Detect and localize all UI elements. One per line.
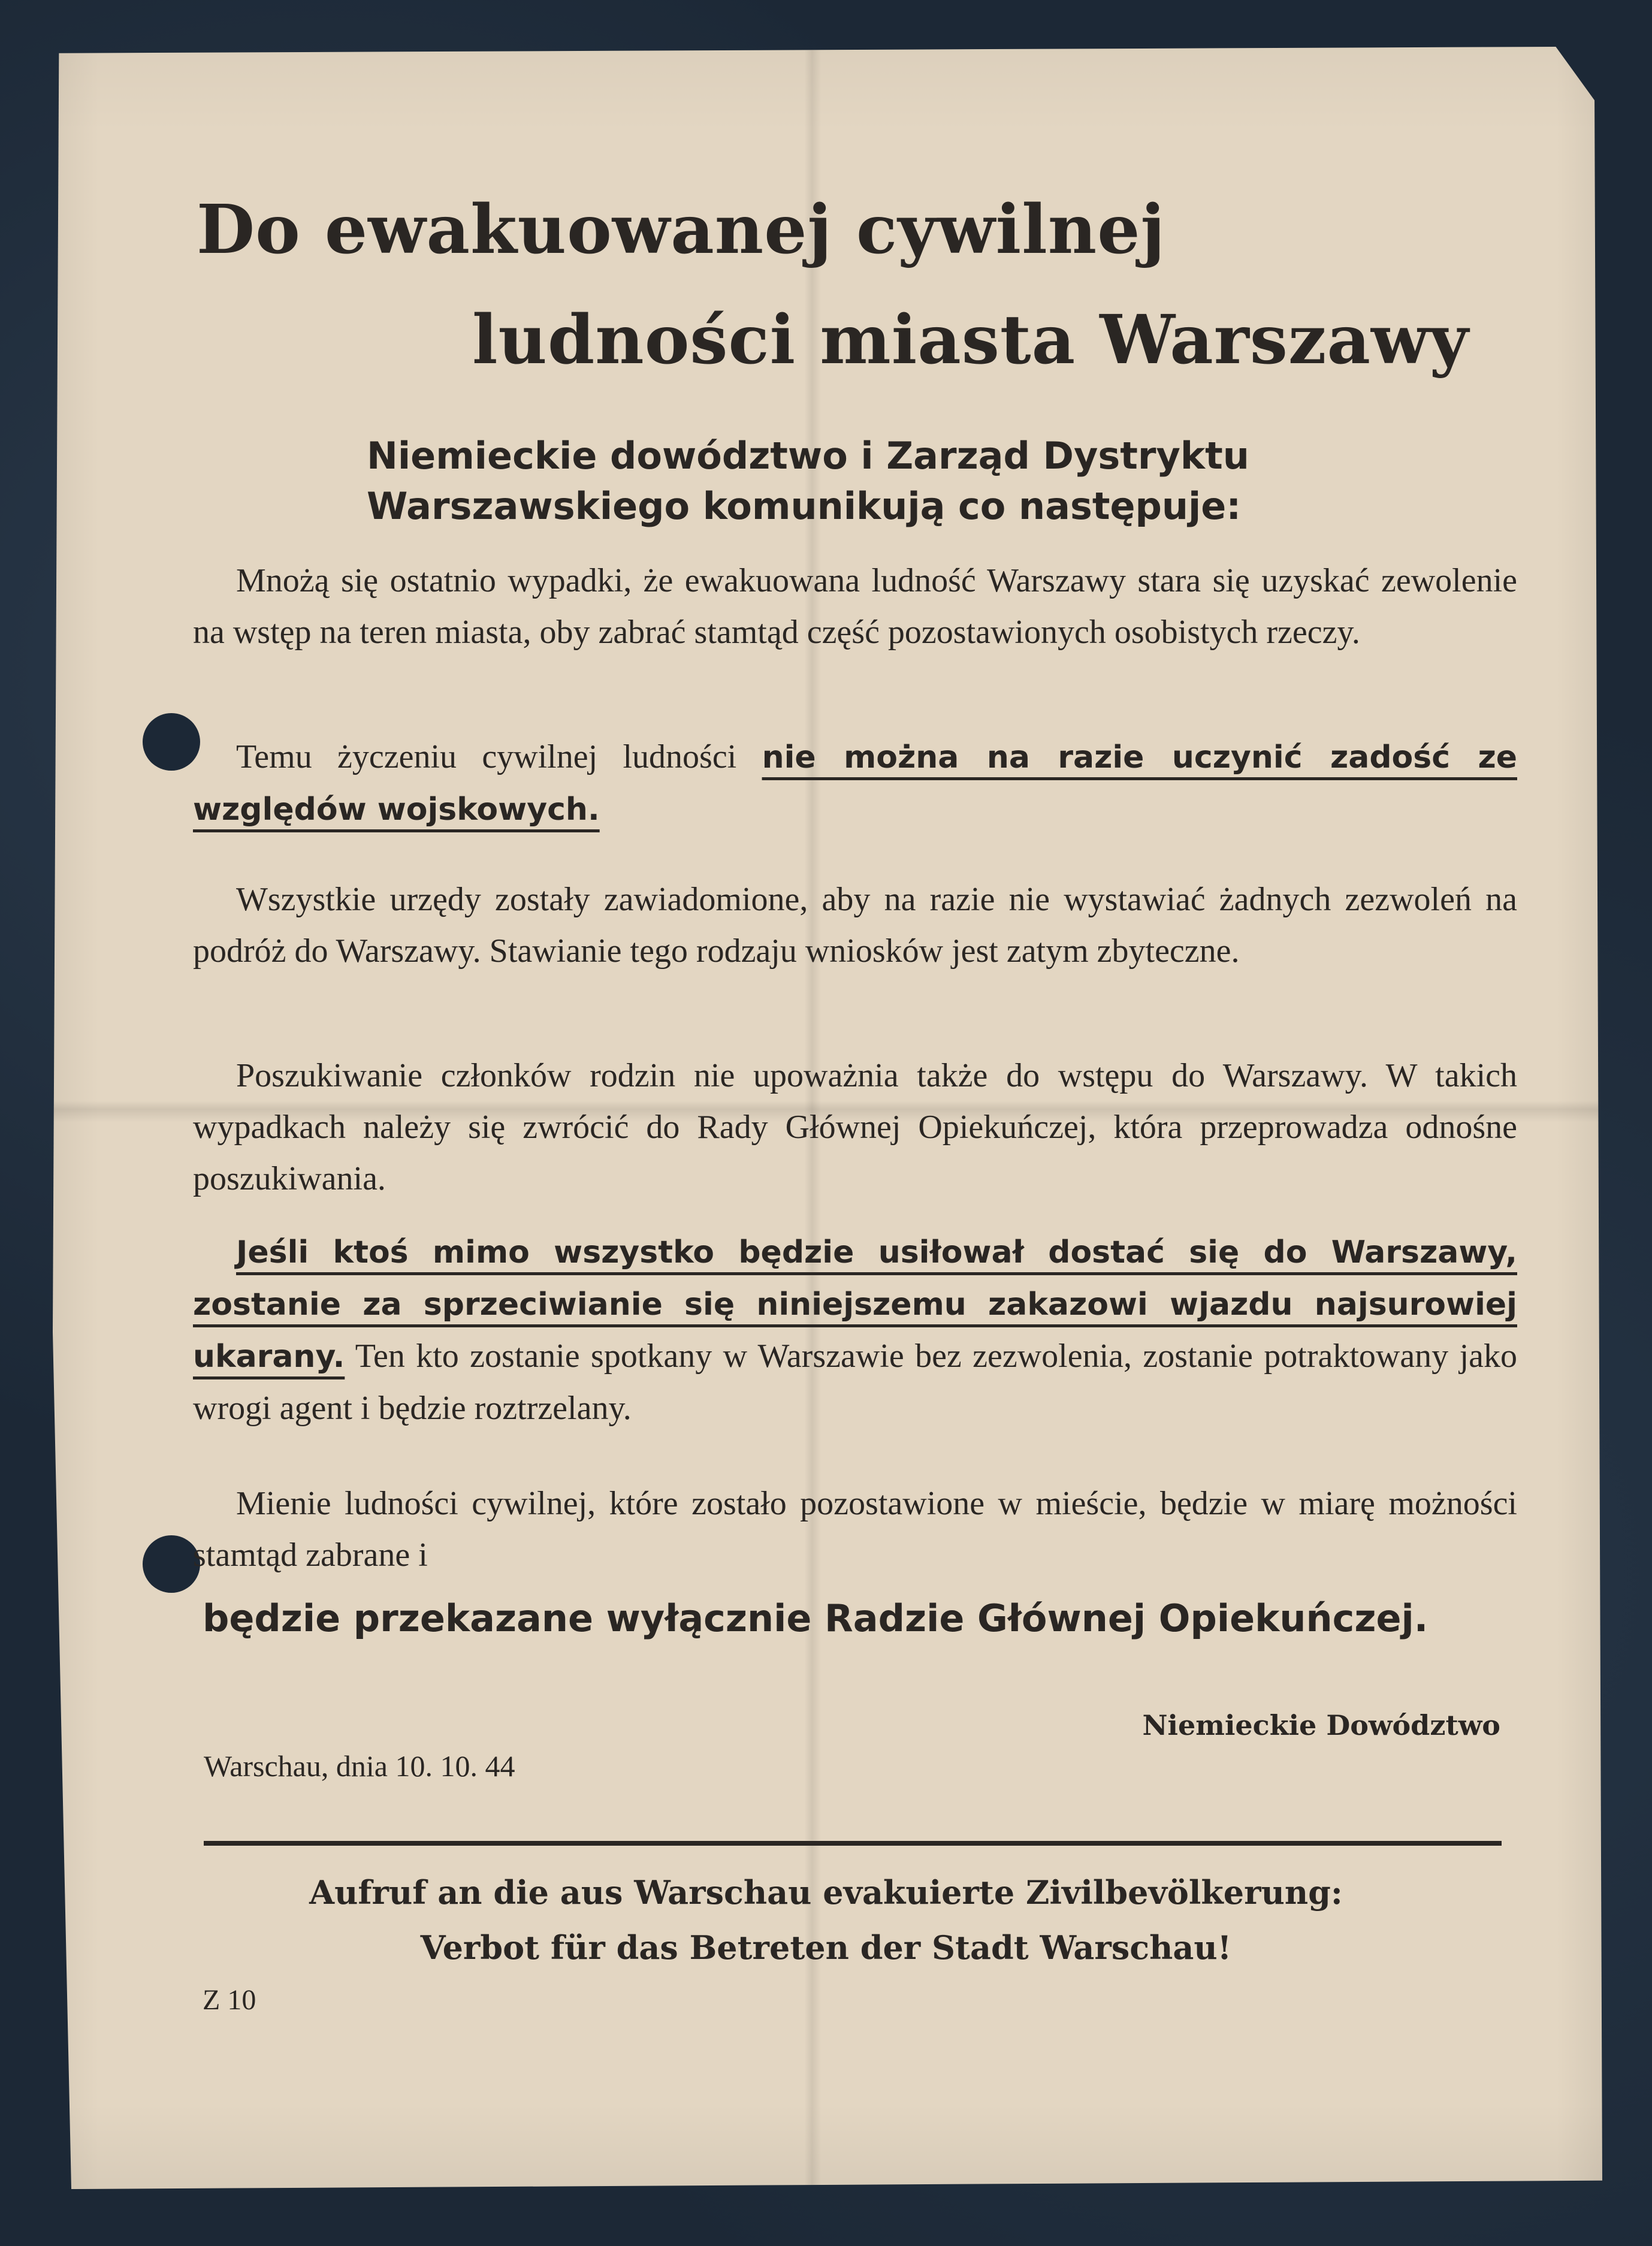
leaflet-title-line-1: Do ewakuowanej cywilnej xyxy=(197,191,1165,269)
print-code: Z 10 xyxy=(203,1984,256,2016)
dateline: Warschau, dnia 10. 10. 44 xyxy=(204,1749,515,1783)
paragraph-5-emphasis: Jeśli ktoś mimo wszystko będzie usiłował dostać się do Warszawy, zostanie za sprzeciwianie się niniejszemu zakazowi wjazdu najsurowiej ukarany. xyxy=(193,1234,1517,1375)
paragraph-4: Poszukiwanie członków rodzin nie upoważnia także do wstępu do Warszawy. W takich wypadkach należy się zwrócić do Rady Głównej Opiekuńczej, która przeprowadza odnośne poszukiwania. xyxy=(193,1057,1517,1197)
paragraph-3: Wszystkie urzędy zostały zawiadomione, aby na razie nie wystawiać żadnych zezwoleń na podróż do Warszawy. Stawianie tego rodzaju wniosków jest zatym zbyteczne. xyxy=(193,881,1517,970)
paragraph-2-emphasis: nie można na razie uczynić zadość ze względów wojskowych. xyxy=(193,739,1517,828)
leaflet-title-line-2: ludności miasta Warszawy xyxy=(472,301,1469,379)
german-heading-line-2: Verbot für das Betreten der Stadt Warschau! xyxy=(420,1928,1232,1967)
subheading-line-2: Warszawskiego komunikują co następuje: xyxy=(367,484,1242,528)
punch-hole xyxy=(143,713,200,771)
paragraph-2: Temu życzeniu cywilnej ludności nie można na razie uczynić zadość ze względów wojskowych. xyxy=(193,738,1517,828)
divider-rule xyxy=(204,1841,1502,1846)
punch-hole xyxy=(143,1535,200,1593)
final-statement: będzie przekazane wyłącznie Radzie Głównej Opiekuńczej. xyxy=(203,1596,1428,1640)
german-heading-line-1: Aufruf an die aus Warschau evakuierte Zivilbevölkerung: xyxy=(309,1873,1343,1912)
paragraph-6: Mienie ludności cywilnej, które zostało pozostawione w mieście, będzie w miarę możności stamtąd zabrane i xyxy=(193,1485,1517,1574)
subheading-line-1: Niemieckie dowództwo i Zarząd Dystryktu xyxy=(367,434,1249,478)
signature: Niemieckie Dowództwo xyxy=(1142,1709,1500,1741)
paragraph-1: Mnożą się ostatnio wypadki, że ewakuowana ludność Warszawy stara się uzyskać zewolenie na wstęp na teren miasta, oby zabrać stamtąd część pozostawionych osobistych rzeczy. xyxy=(193,562,1517,651)
paragraph-5: Jeśli ktoś mimo wszystko będzie usiłował dostać się do Warszawy, zostanie za sprzeciwianie się niniejszemu zakazowi wjazdu najsurowiej ukarany. Ten kto zostanie spotkany w Warszawie bez zezwolenia, zostanie potraktowany jako wrogi agent i będzie roztrzelany. xyxy=(193,1234,1517,1427)
